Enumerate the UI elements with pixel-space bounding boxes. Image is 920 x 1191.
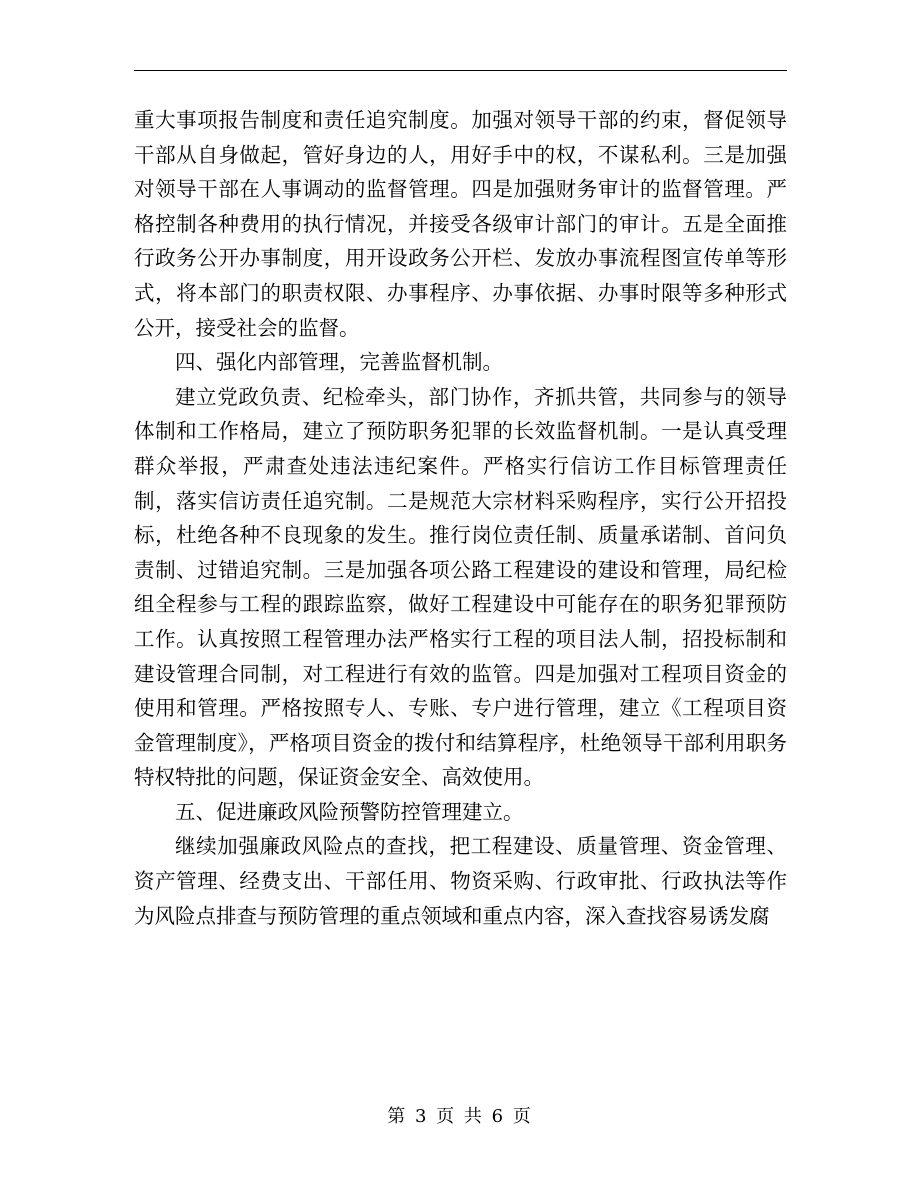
header-rule [134, 70, 787, 71]
page-footer: 第 3 页 共 6 页 [387, 1106, 533, 1127]
paragraph-1: 重大事项报告制度和责任追究制度。加强对领导干部的约束，督促领导干部从自身做起，管好身边的人，用好手中的权，不谋私利。三是加强对领导干部在人事调动的监督管理。四是加强财务审计的监督管理。严格控制各种费用的执行情况，并接受各级审计部门的审计。五是全面推行政务公开办事制度，用开设政务公开栏、发放办事流程图宣传单等形式，将本部门的职责权限、办事程序、办事依据、办事时限等多种形式公开，接受社会的监督。 [134, 108, 787, 340]
section-heading-5: 五、促进廉政风险预警防控管理建立。 [175, 799, 524, 824]
paragraph-3: 继续加强廉政风险点的查找，把工程建设、质量管理、资金管理、资产管理、经费支出、干部任用、物资采购、行政审批、行政执法等作为风险点排查与预防管理的重点领域和重点内容，深入查找容易诱发腐 [134, 834, 787, 928]
document-body [134, 103, 787, 933]
section-heading-4: 四、强化内部管理，完善监督机制。 [175, 350, 503, 375]
paragraph-2: 建立党政负责、纪检牵头，部门协作，齐抓共管，共同参与的领导体制和工作格局，建立了预防职务犯罪的长效监督机制。一是认真受理群众举报，严肃查处违法违纪案件。严格实行信访工作目标管理责任制，落实信访责任追究制。二是规范大宗材料采购程序，实行公开招投标，杜绝各种不良现象的发生。推行岗位责任制、质量承诺制、首问负责制、过错追究制。三是加强各项公路工程建设的建设和管理，局纪检组全程参与工程的跟踪监察，做好工程建设中可能存在的职务犯罪预防工作。认真按照工程管理办法严格实行工程的项目法人制，招投标制和建设管理合同制，对工程进行有效的监管。四是加强对工程项目资金的使用和管理。严格按照专人、专账、专户进行管理，建立《工程项目资金管理制度》，严格项目资金的拨付和结算程序，杜绝领导干部利用职务特权特批的问题，保证资金安全、高效使用。 [134, 384, 787, 790]
